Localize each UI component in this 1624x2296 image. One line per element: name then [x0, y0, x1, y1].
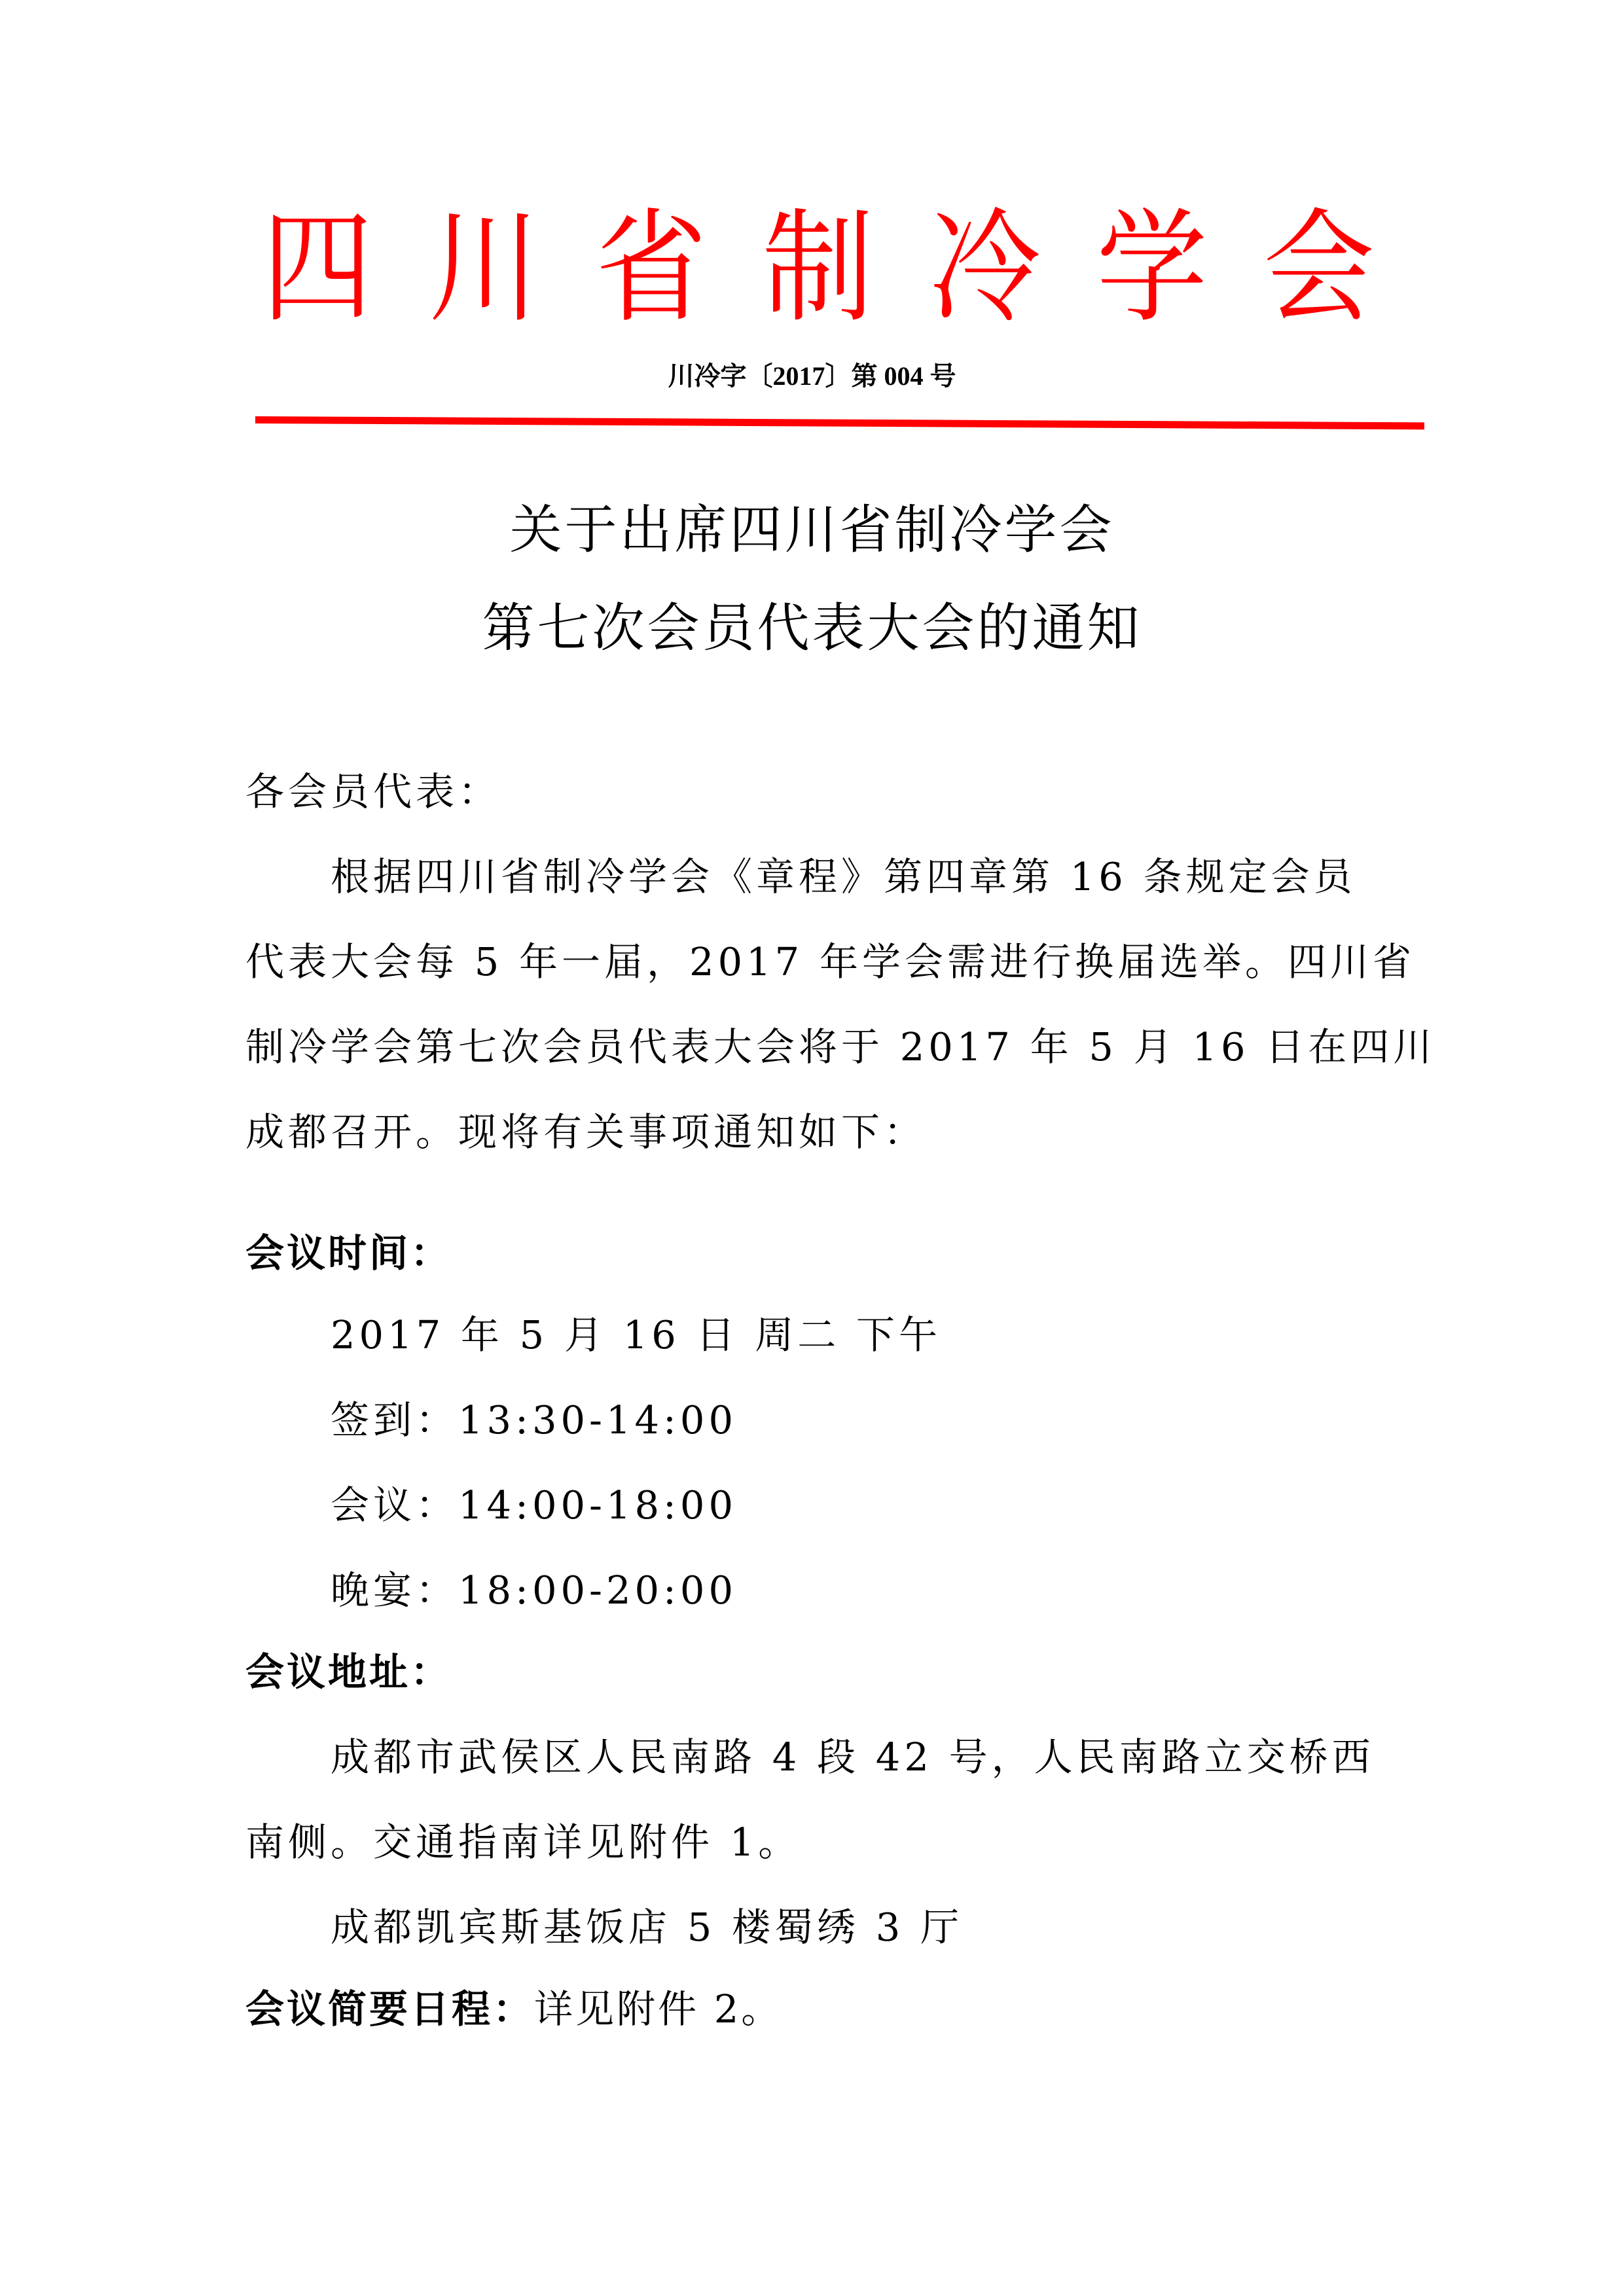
schedule-item-signin	[331, 1394, 1456, 1446]
schedule-label: 签到：	[331, 1397, 459, 1443]
schedule-label: 会议：	[331, 1482, 459, 1528]
salutation: 各会员代表：	[245, 769, 501, 814]
schedule-value: 18:00-20:00	[458, 1568, 738, 1613]
org-name-char: 省	[595, 197, 707, 340]
org-name-char: 冷	[929, 197, 1041, 340]
address-line-1: 成都市武侯区人民南路 4 段 42 号，人民南路立交桥西	[331, 1734, 1375, 1780]
org-name-char: 会	[1263, 197, 1375, 340]
notice-title-line-1: 关于出席四川省制冷学会	[509, 499, 1115, 560]
agenda-text: 详见附件 2。	[534, 1986, 783, 2032]
intro-line-3: 制冷学会第七次会员代表大会将于 2017 年 5 月 16 日在四川	[245, 1024, 1436, 1069]
agenda-row	[245, 1983, 782, 2036]
schedule-label: 晚宴：	[331, 1568, 459, 1613]
org-name-char: 学	[1096, 197, 1208, 340]
meeting-time-heading: 会议时间：	[245, 1230, 452, 1276]
schedule-value: 14:00-18:00	[458, 1482, 738, 1528]
schedule-item-meeting	[331, 1479, 1456, 1532]
meeting-date: 2017 年 5 月 16 日 周二 下午	[331, 1312, 942, 1357]
address-line-2: 南侧。交通指南详见附件 1。	[245, 1820, 801, 1865]
org-name-letterhead	[262, 197, 1375, 340]
venue-name: 成都凯宾斯基饭店 5 楼蜀绣 3 厅	[331, 1905, 964, 1950]
intro-line-2: 代表大会每 5 年一届，2017 年学会需进行换届选举。四川省	[245, 939, 1415, 984]
org-name-char: 四	[262, 197, 374, 340]
document-number: 川冷字〔2017〕第 004 号	[668, 361, 956, 391]
schedule-value: 13:30-14:00	[458, 1397, 738, 1443]
meeting-address-heading: 会议地址：	[245, 1649, 452, 1695]
org-name-char: 制	[762, 197, 874, 340]
agenda-heading: 会议简要日程：	[245, 1986, 535, 2032]
notice-title-line-2: 第七次会员代表大会的通知	[482, 598, 1142, 658]
intro-line-4: 成都召开。现将有关事项通知如下：	[245, 1109, 927, 1155]
schedule-item-banquet	[331, 1564, 1456, 1617]
org-name-char: 川	[428, 197, 540, 340]
letterhead-divider	[255, 416, 1424, 429]
intro-line-1: 根据四川省制冷学会《章程》第四章第 16 条规定会员	[331, 854, 1356, 899]
